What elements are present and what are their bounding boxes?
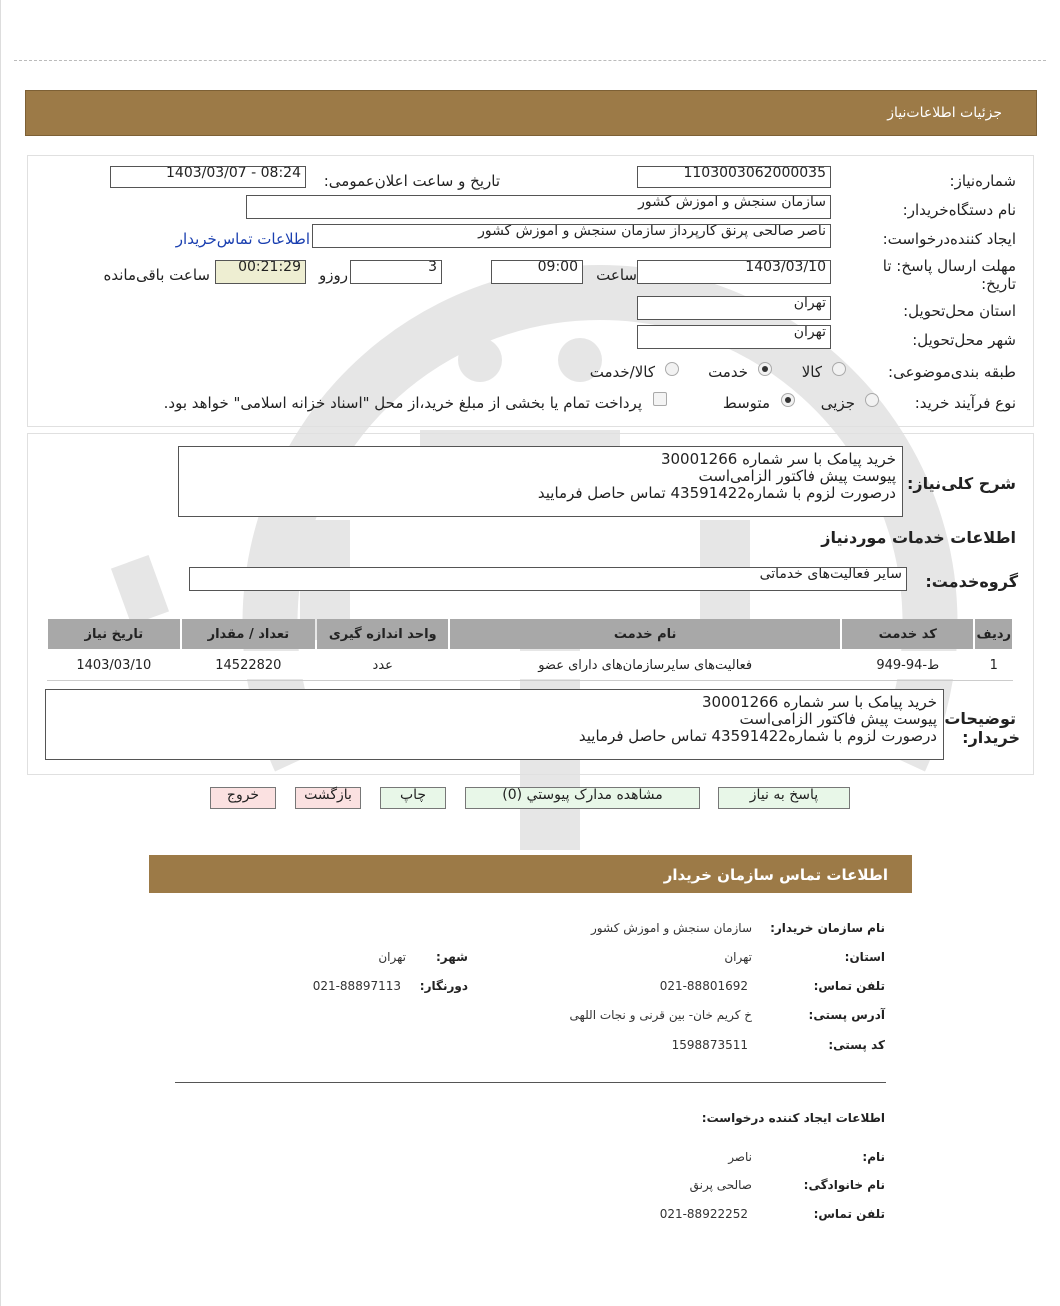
buyer-notes-line-2: پیوست پیش فاکتور الزامی‌است xyxy=(739,710,937,728)
need-number-label: شماره‌نیاز: xyxy=(949,172,1016,190)
days-field: 3 xyxy=(350,260,442,284)
creator-phone-label: تلفن تماس: xyxy=(813,1207,885,1221)
process-radio-medium[interactable] xyxy=(781,393,795,407)
buyer-notes-line-3: درصورت لزوم با شماره43591422 تماس حاصل فرمایید xyxy=(578,727,937,745)
phone-value: 021-88801692 xyxy=(659,979,748,993)
creator-phone-value: 021-88922252 xyxy=(659,1207,748,1221)
treasury-payment-checkbox[interactable] xyxy=(653,392,667,406)
cell-service-name: فعالیت‌های سایرسازمان‌های دارای عضو xyxy=(450,651,840,679)
page-title: جزئیات اطلاعات‌نیاز xyxy=(887,105,1002,121)
cell-unit: عدد xyxy=(317,651,448,679)
page-header-bar xyxy=(25,90,1037,136)
address-label: آدرس پستی: xyxy=(808,1008,885,1022)
postal-value: 1598873511 xyxy=(671,1038,748,1052)
buyer-notes-text xyxy=(45,689,944,760)
category-option-goods-service: کالا/خدمت xyxy=(589,363,655,381)
contact-divider xyxy=(175,1082,886,1083)
col-unit: واحد اندازه گیری xyxy=(317,619,448,649)
table-bottom-line xyxy=(47,680,1013,681)
city-field: تهران xyxy=(637,325,831,349)
buyer-contact-header xyxy=(149,855,912,893)
announce-label: تاریخ و ساعت اعلان‌عمومی: xyxy=(323,172,500,190)
exit-button[interactable]: خروج xyxy=(210,787,276,809)
city-value: تهران xyxy=(378,950,406,964)
view-attachments-button[interactable]: مشاهده مدارک پیوستي (0) xyxy=(465,787,700,809)
col-service-name: نام خدمت xyxy=(450,619,840,649)
city-label-2: شهر: xyxy=(436,950,468,964)
service-group-field: سایر فعالیت‌های خدماتی xyxy=(189,567,907,591)
col-service-code: کد خدمت xyxy=(842,619,973,649)
services-section-title: اطلاعات خدمات موردنیاز xyxy=(821,528,1016,547)
creator-info-title: اطلاعات ایجاد کننده درخواست: xyxy=(701,1111,885,1125)
table-row xyxy=(48,651,1012,679)
category-option-service: خدمت xyxy=(708,363,748,381)
phone-label: تلفن تماس: xyxy=(813,979,885,993)
print-button[interactable]: چاپ xyxy=(380,787,446,809)
name-label: نام: xyxy=(862,1150,885,1164)
description-text xyxy=(178,446,903,517)
remaining-time-field: 00:21:29 xyxy=(215,260,306,284)
col-quantity: تعداد / مقدار xyxy=(182,619,315,649)
description-line-2: پیوست پیش فاکتور الزامی‌است xyxy=(698,467,896,485)
col-row: ردیف xyxy=(975,619,1012,649)
col-need-date: تاریخ نیاز xyxy=(48,619,180,649)
org-label: نام سازمان خریدار: xyxy=(770,921,885,935)
deadline-date-field: 1403/03/10 xyxy=(637,260,831,284)
back-button[interactable]: بازگشت xyxy=(295,787,361,809)
buyer-notes-label-2: خریدار: xyxy=(962,728,1020,747)
description-label: شرح کلی‌نیاز: xyxy=(907,474,1016,493)
description-line-1: خرید پیامک با سر شماره 30001266 xyxy=(660,450,896,468)
process-option-minor: جزیی xyxy=(820,394,855,412)
announce-field: 1403/03/07 - 08:24 xyxy=(110,166,306,188)
remaining-label: ساعت باقی‌مانده xyxy=(103,266,210,284)
description-line-3: درصورت لزوم با شماره43591422 تماس حاصل فرمایید xyxy=(537,484,896,502)
category-label: طبقه بندی‌موضوعی: xyxy=(888,363,1016,381)
province-label-2: استان: xyxy=(844,950,885,964)
postal-label: کد پستی: xyxy=(828,1038,885,1052)
treasury-payment-note: پرداخت تمام یا بخشی از مبلغ خرید،از محل "اسناد خزانه اسلامی" خواهد بود. xyxy=(163,394,642,412)
address-value: خ کریم خان- بین قرنی و نجات اللهی xyxy=(569,1008,752,1022)
org-value: سازمان سنجش و اموزش کشور xyxy=(591,921,752,935)
city-label: شهر محل‌تحویل: xyxy=(912,331,1016,349)
name-value: ناصر xyxy=(728,1150,752,1164)
cell-service-code: ط-94-949 xyxy=(842,651,973,679)
fax-label: دورنگار: xyxy=(419,979,468,993)
need-number-field: 1103003062000035 xyxy=(637,166,831,188)
buyer-org-label: نام دستگاه‌خریدار: xyxy=(902,201,1016,219)
province-label: استان محل‌تحویل: xyxy=(903,302,1016,320)
cell-need-date: 1403/03/10 xyxy=(48,651,180,679)
deadline-label-date: تاریخ: xyxy=(981,275,1016,293)
buyer-org-field: سازمان سنجش و اموزش کشور xyxy=(246,195,831,219)
category-radio-goods[interactable] xyxy=(832,362,846,376)
buyer-contact-title: اطلاعات تماس سازمان خریدار xyxy=(663,866,888,884)
buyer-notes-line-1: خرید پیامک با سر شماره 30001266 xyxy=(701,693,937,711)
category-option-goods: کالا xyxy=(801,363,822,381)
category-radio-service[interactable] xyxy=(758,362,772,376)
buyer-notes-label: توضیحات xyxy=(944,709,1016,728)
process-label: نوع فرآیند خرید: xyxy=(914,394,1016,412)
province-field: تهران xyxy=(637,296,831,320)
deadline-time-field: 09:00 xyxy=(491,260,583,284)
family-label: نام خانوادگی: xyxy=(803,1178,885,1192)
process-radio-minor[interactable] xyxy=(865,393,879,407)
deadline-label: مهلت ارسال پاسخ: تا xyxy=(882,257,1016,275)
fax-value: 021-88897113 xyxy=(312,979,401,993)
reply-button[interactable]: پاسخ به نیاز xyxy=(718,787,850,809)
creator-label: ایجاد کننده‌درخواست: xyxy=(882,230,1016,248)
services-table-header xyxy=(48,619,1012,649)
service-group-label: گروه‌خدمت: xyxy=(925,572,1018,591)
cell-quantity: 14522820 xyxy=(182,651,315,679)
buyer-contact-link[interactable]: اطلاعات تماس‌خریدار xyxy=(175,230,310,248)
services-table xyxy=(46,617,1014,681)
province-value: تهران xyxy=(724,950,752,964)
deadline-time-label: ساعت xyxy=(596,266,637,284)
category-radio-goods-service[interactable] xyxy=(665,362,679,376)
days-label: روزو xyxy=(319,266,348,284)
family-value: صالحی پرنق xyxy=(689,1178,752,1192)
creator-field: ناصر صالحی پرنق کارپرداز سازمان سنجش و اموزش کشور xyxy=(312,224,831,248)
cell-row: 1 xyxy=(975,651,1012,679)
process-option-medium: متوسط xyxy=(722,394,770,412)
